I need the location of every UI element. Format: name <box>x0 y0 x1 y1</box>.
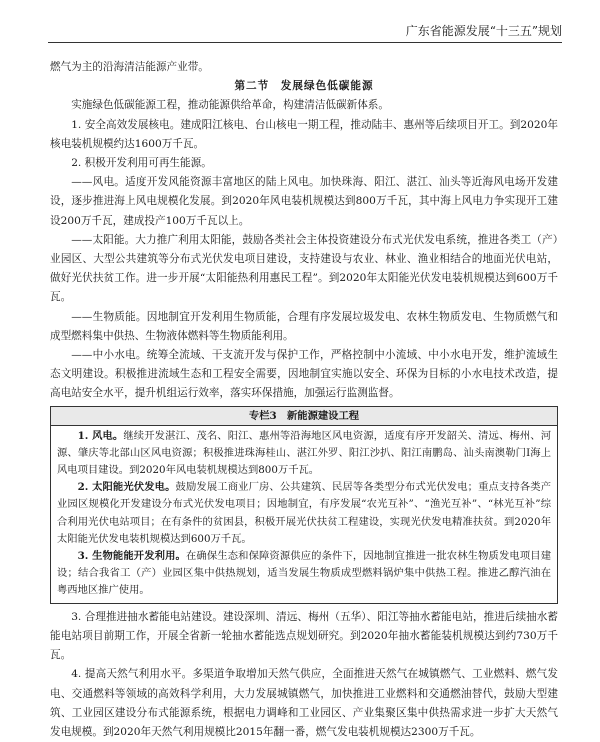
box-item-wind-heading: 1. 风电。 <box>77 429 124 442</box>
feature-box-body <box>51 426 557 603</box>
feature-box <box>50 406 558 604</box>
paragraph-hydro: ——中小水电。统筹全流域、干支流开发与保护工作，严格控制中小流域、中小水电开发，维护流域生态文明建设。积极推进流域生态和工程安全需要，因地制宜实施以安全、环保为目标的小水电技术改造，提高电站安全水平，提升机组运行效率，落实环保措施，加强运行监测监督。 <box>50 349 558 400</box>
running-header: 广东省能源发展“十三五”规划 <box>48 22 562 43</box>
box-item-biomass-text: 在确保生态和保障资源供应的条件下，因地制宜推进一批农林生物质发电项目建设；结合我省工（产）业园区集中供热规划，适当发展生物质成型燃料锅炉集中供热工程。推进乙醇汽油在粤西地区推广使用。 <box>57 550 551 597</box>
paragraph-wind: ——风电。适度开发风能资源丰富地区的陆上风电。加快珠海、阳江、湛江、汕头等近海风电场开发建设，逐步推进海上风电规模化发展。到2020年风电装机规模达到800万千瓦，其中海上风电力争实现开工建设200万千瓦，建成投产100万千瓦以上。 <box>50 176 558 227</box>
paragraph-pumped-storage: 3. 合理推进抽水蓄能电站建设。建设深圳、清远、梅州（五华）、阳江等抽水蓄能电站，推进后续抽水蓄能电站项目前期工作，开展全省新一轮抽水蓄能选点规划研究。到2020年抽水蓄能装机规模达到约730万千瓦。 <box>50 610 558 662</box>
feature-box-title: 专栏3 新能源建设工程 <box>51 407 557 426</box>
paragraph-natural-gas: 4. 提高天然气利用水平。多渠道争取增加天然气供应，全面推进天然气在城镇燃气、工业燃料、燃气发电、交通燃料等领域的高效科学利用，大力发展城镇燃气，加快推进工业燃料和交通燃油替代，鼓励大型建筑、工业园区建设分布式能源系统，根据电力调峰和工业园区、产业集聚区集中供热需求进一步扩大天然气发电规模。到2020年天然气利用规模比2015年翻一番，燃气发电装机规模达2300万千瓦。 <box>50 668 558 738</box>
paragraph-biomass: ——生物质能。因地制宜开发利用生物质能，合理有序发展垃圾发电、农林生物质发电、生物质燃气和成型燃料集中供热、生物液体燃料等生物质能利用。 <box>50 310 558 342</box>
box-item-wind <box>57 428 551 480</box>
box-item-wind-text: 继续开发湛江、茂名、阳江、惠州等沿海地区风电资源，适度有序开发韶关、清远、梅州、河源、肇庆等北部山区风电资源；积极推进珠海桂山、湛江外罗、阳江沙扒、阳江南鹏岛、汕头南澳勒门Ⅰ海上风电项目建设。到2020年风电装机规模达到800万千瓦。 <box>57 429 551 477</box>
paragraph-solar: ——太阳能。大力推广利用太阳能，鼓励各类社会主体投资建设分布式光伏发电系统，推进各类工（产）业园区、大型公共建筑等分布式光伏发电项目建设，支持建设与农业、林业、渔业相结合的地面光伏电站，做好光伏扶贫工作。进一步开展“太阳能热利用惠民工程”。到2020年太阳能光伏发电装机规模达到600万千瓦。 <box>50 233 558 304</box>
section-title: 第二节 发展绿色低碳能源 <box>234 80 374 93</box>
box-item-biomass <box>57 548 551 600</box>
box-item-solar-text: 鼓励发展工商业厂房、公共建筑、民居等各类型分布式光伏发电；重点支持各类产业园区规模化开发建设分布式光伏发电项目；因地制宜，有序发展“农光互补”、“渔光互补”、“林光互补”综合利用光伏电站项目；在有条件的贫困县，积极开展光伏扶贫工程建设，实现光伏发电精准扶贫。到2020年太阳能光伏发电装机规模达到600万千瓦。 <box>57 481 551 545</box>
intro-line: 燃气为主的沿海清洁能源产业带。 <box>50 61 209 73</box>
box-item-solar-heading: 2. 太阳能光伏发电。 <box>77 481 176 494</box>
paragraph-nuclear: 1. 安全高效发展核电。建成阳江核电、台山核电一期工程，推动陆丰、惠州等后续项目开工。到2020年核电装机规模约达1600万千瓦。 <box>50 118 558 150</box>
box-item-biomass-heading: 3. 生物能能开发利用。 <box>77 550 186 563</box>
paragraph-renewable: 2. 积极开发利用可再生能源。 <box>71 157 212 170</box>
section-intro: 实施绿色低碳能源工程，推动能源供给革命，构建清洁低碳新体系。 <box>71 99 389 112</box>
body-content <box>50 58 558 742</box>
box-item-solar <box>57 479 551 548</box>
